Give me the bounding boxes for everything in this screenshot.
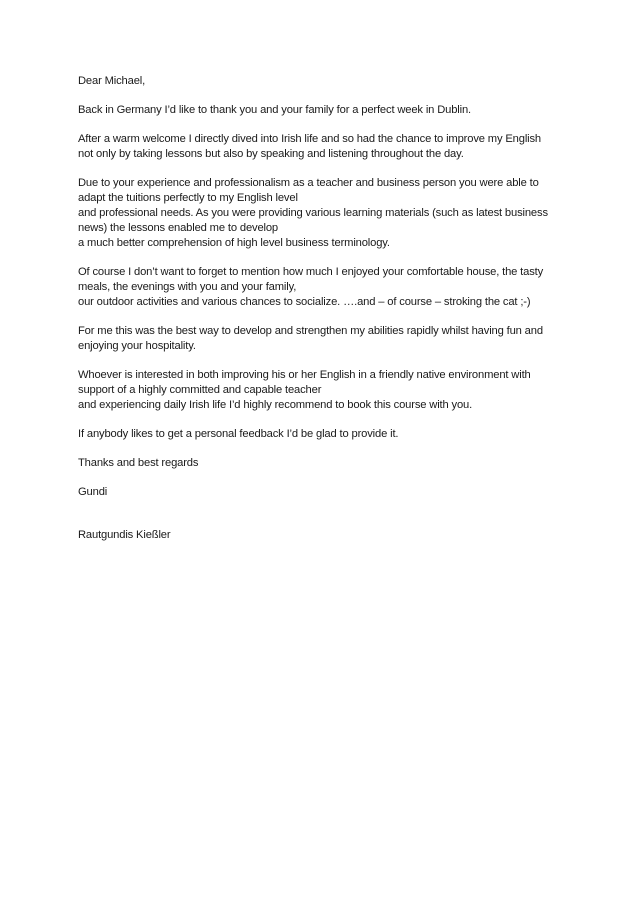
paragraph-line: After a warm welcome I directly dived into Irish life and so had the chance to improve my English	[78, 133, 542, 145]
paragraph-line: our outdoor activities and various chances to socialize. ….and – of course – stroking the cat ;-)	[78, 296, 531, 308]
paragraph-best-way	[78, 324, 568, 354]
signature-short	[78, 485, 568, 500]
signature-gap	[78, 514, 568, 528]
greeting	[78, 74, 568, 89]
paragraph-line: meals, the evenings with you and your family,	[78, 281, 297, 293]
signature-short-text: Gundi	[78, 486, 108, 498]
letter-page	[78, 74, 568, 557]
closing-text: Thanks and best regards	[78, 457, 199, 469]
signature-full-text: Rautgundis Kießler	[78, 529, 171, 541]
paragraph-line: enjoying your hospitality.	[78, 340, 196, 352]
paragraph-line: news) the lessons enabled me to develop	[78, 222, 279, 234]
paragraph-recommendation	[78, 368, 568, 413]
paragraph-line: Back in Germany I’d like to thank you and your family for a perfect week in Dublin.	[78, 104, 471, 116]
paragraph-line: a much better comprehension of high level business terminology.	[78, 237, 390, 249]
paragraph-welcome	[78, 132, 568, 162]
paragraph-experience	[78, 176, 568, 251]
paragraph-line: not only by taking lessons but also by speaking and listening throughout the day.	[78, 148, 464, 160]
paragraph-line: For me this was the best way to develop and strengthen my abilities rapidly whilst having fun and	[78, 325, 543, 337]
paragraph-feedback	[78, 427, 568, 442]
paragraph-line: Of course I don’t want to forget to mention how much I enjoyed your comfortable house, the tasty	[78, 266, 544, 278]
paragraph-line: adapt the tuitions perfectly to my English level	[78, 192, 298, 204]
paragraph-line: If anybody likes to get a personal feedback I’d be glad to provide it.	[78, 428, 399, 440]
greeting-text: Dear Michael,	[78, 75, 146, 87]
paragraph-line: and professional needs. As you were providing various learning materials (such as latest business	[78, 207, 548, 219]
closing	[78, 456, 568, 471]
paragraph-hospitality	[78, 265, 568, 310]
paragraph-line: Whoever is interested in both improving his or her English in a friendly native environment with	[78, 369, 531, 381]
paragraph-line: Due to your experience and professionalism as a teacher and business person you were able to	[78, 177, 539, 189]
paragraph-thanks	[78, 103, 568, 118]
paragraph-line: support of a highly committed and capable teacher	[78, 384, 322, 396]
paragraph-line: and experiencing daily Irish life I’d highly recommend to book this course with you.	[78, 399, 473, 411]
signature-full	[78, 528, 568, 543]
